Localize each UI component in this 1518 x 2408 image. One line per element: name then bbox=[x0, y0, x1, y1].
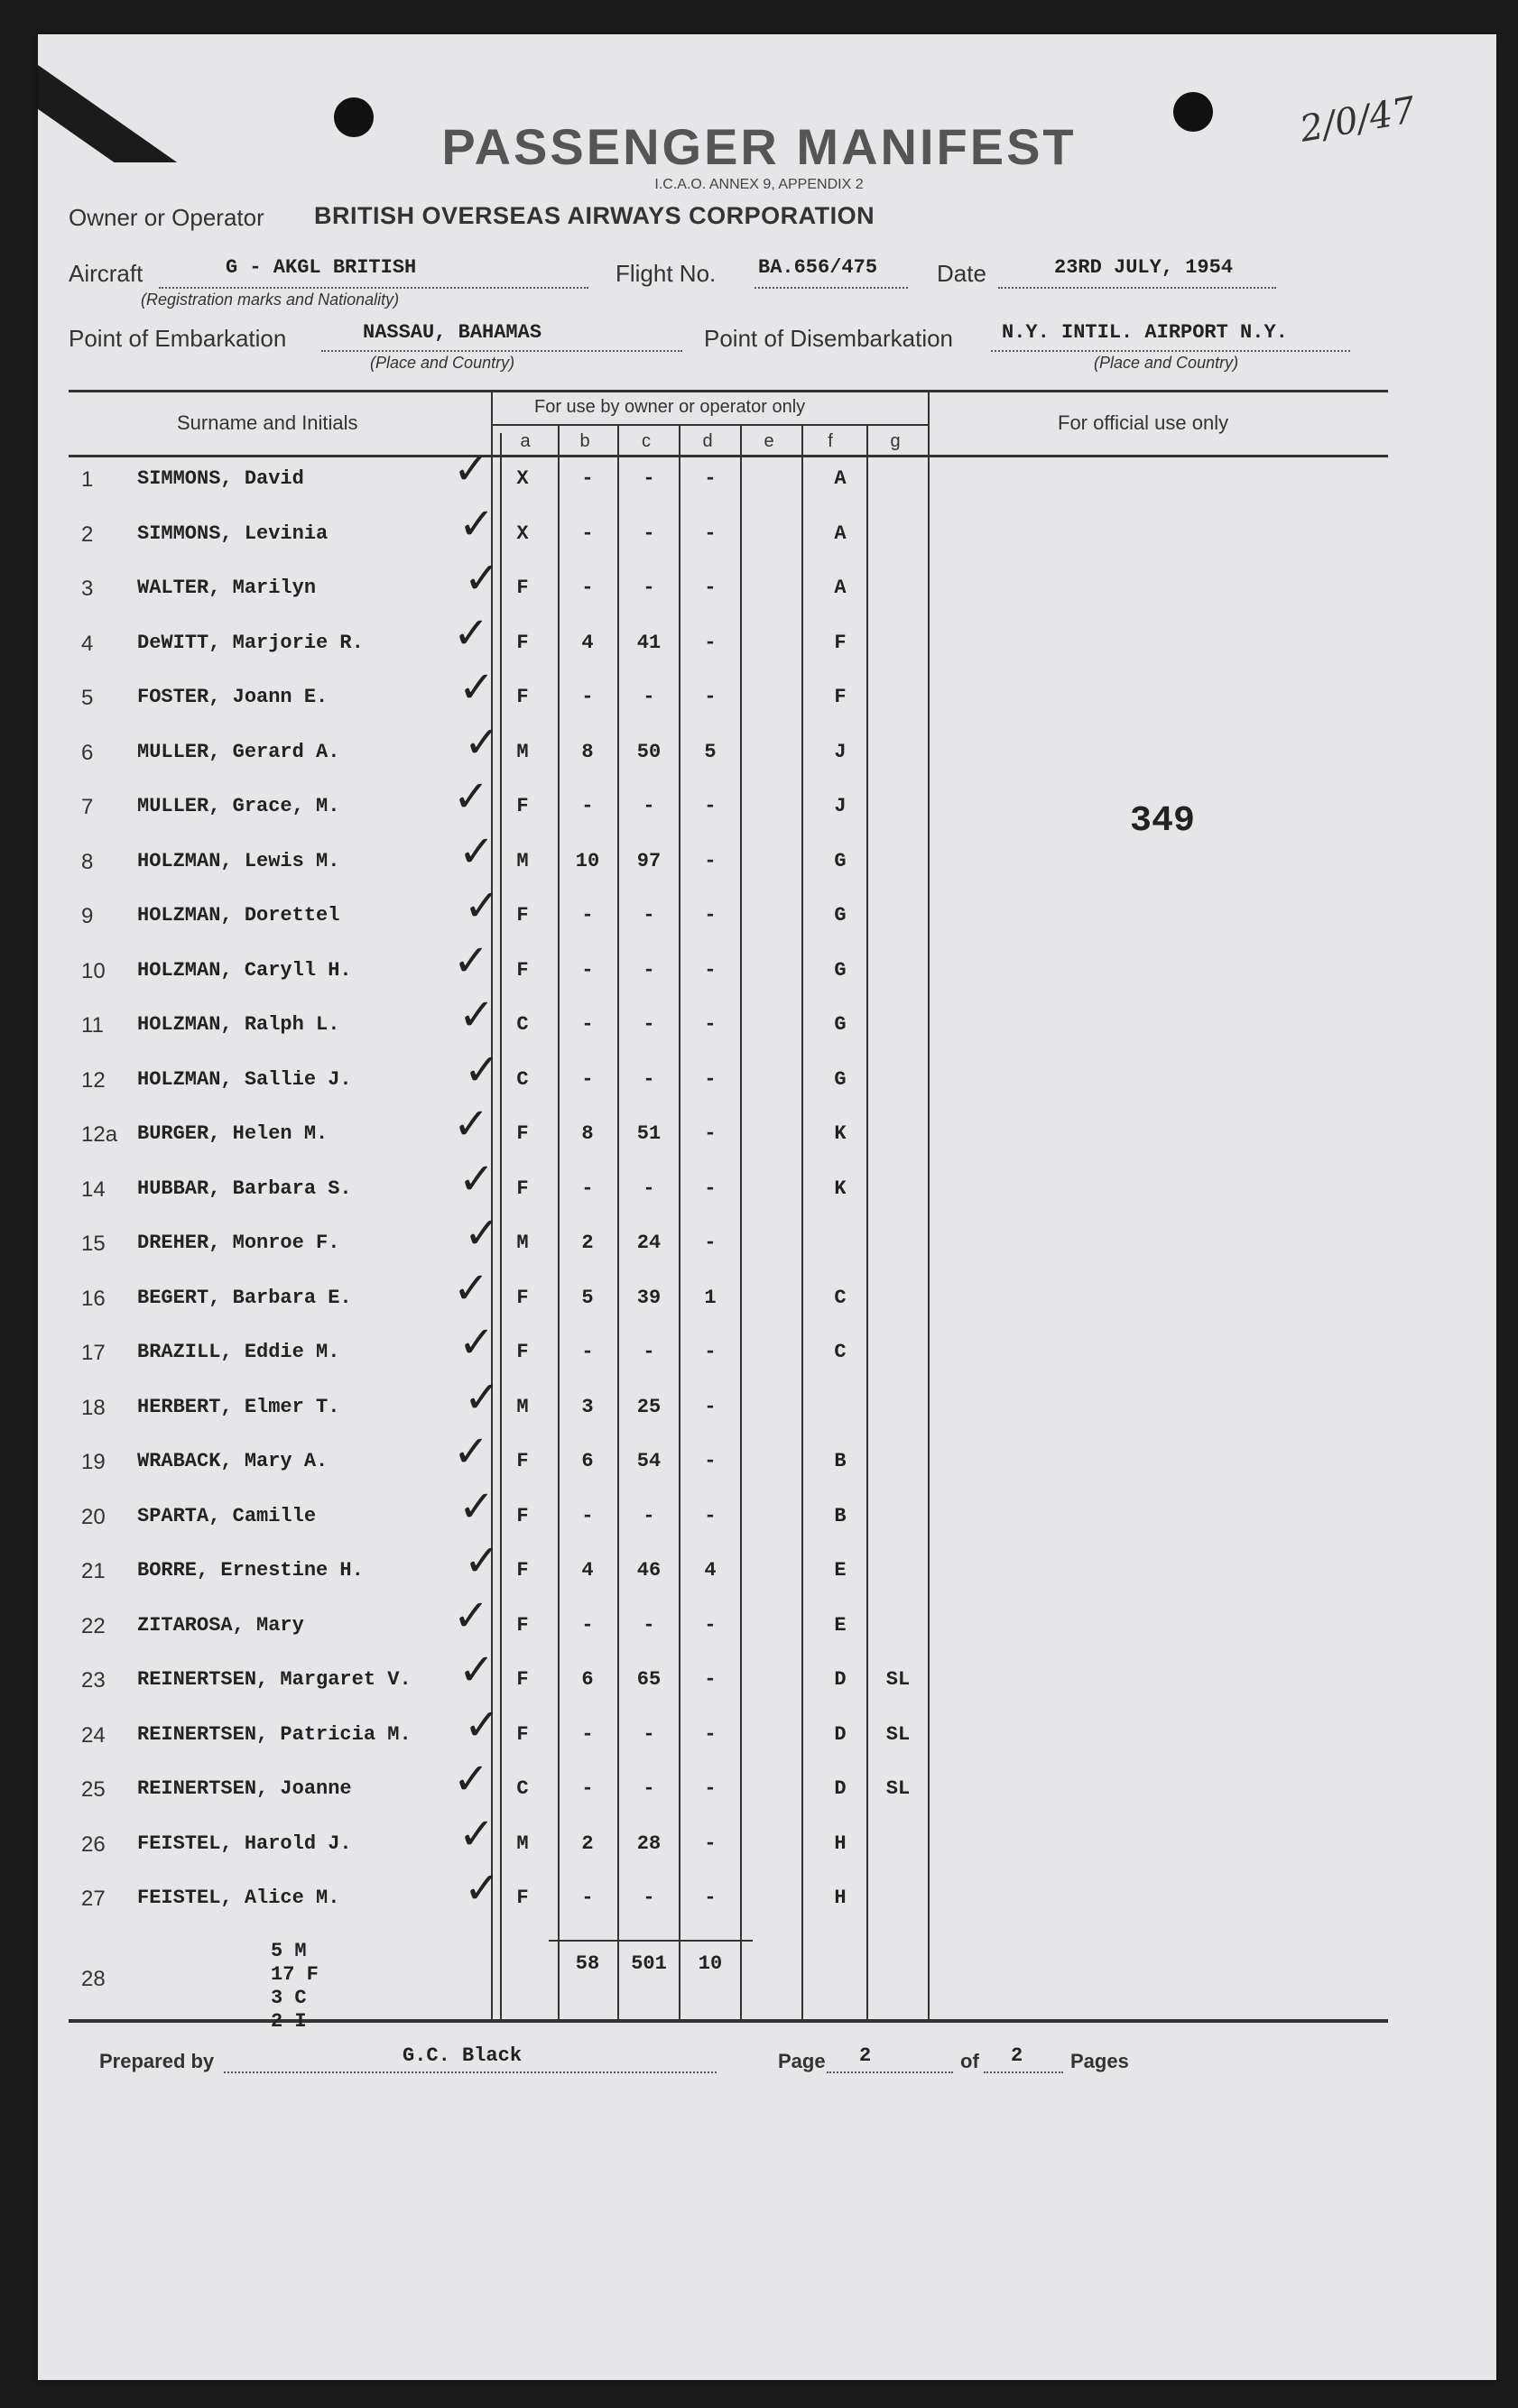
checkmark-icon: ✓ bbox=[464, 881, 501, 931]
row-number: 22 bbox=[81, 1614, 106, 1638]
cell-b: 4 bbox=[581, 1559, 594, 1582]
cell-a: F bbox=[516, 1505, 529, 1527]
cell-c: - bbox=[643, 1068, 655, 1091]
row-number: 15 bbox=[81, 1232, 106, 1256]
row-number: 4 bbox=[81, 632, 94, 656]
cell-a: F bbox=[516, 1122, 529, 1145]
cell-g: SL bbox=[885, 1723, 911, 1746]
page-title: PASSENGER MANIFEST bbox=[441, 118, 1077, 175]
cell-a: F bbox=[516, 1887, 529, 1909]
checkmark-icon: ✓ bbox=[453, 1263, 490, 1314]
passenger-name: FEISTEL, Harold J. bbox=[137, 1832, 352, 1855]
cell-f: G bbox=[834, 850, 847, 872]
cell-f: F bbox=[834, 632, 847, 654]
totals-rule bbox=[549, 1940, 753, 1942]
cell-c: 54 bbox=[636, 1450, 662, 1472]
row-number: 12a bbox=[81, 1122, 118, 1147]
prepared-label: Prepared by bbox=[99, 2050, 215, 2072]
cell-f: H bbox=[834, 1887, 847, 1909]
passenger-name: SIMMONS, Levinia bbox=[137, 522, 329, 545]
checkmark-icon: ✓ bbox=[464, 553, 501, 604]
surname-header: Surname and Initials bbox=[177, 411, 358, 434]
cell-c: - bbox=[643, 467, 655, 490]
checkmark-icon: ✓ bbox=[458, 826, 495, 877]
cell-a: F bbox=[516, 1177, 529, 1200]
passenger-name: MULLER, Grace, M. bbox=[137, 795, 340, 817]
column-header-g: g bbox=[890, 431, 901, 451]
passenger-name: DeWITT, Marjorie R. bbox=[137, 632, 364, 654]
cell-c: - bbox=[643, 1887, 655, 1909]
aircraft-note: (Registration marks and Nationality) bbox=[141, 291, 400, 309]
cell-a: F bbox=[516, 632, 529, 654]
summary-line: 5 M bbox=[271, 1940, 307, 1962]
owner-value: BRITISH OVERSEAS AIRWAYS CORPORATION bbox=[314, 202, 875, 229]
cell-c: - bbox=[643, 577, 655, 599]
cell-a: F bbox=[516, 959, 529, 982]
cell-c: - bbox=[643, 795, 655, 817]
cell-d: - bbox=[704, 1723, 717, 1746]
passenger-name: WALTER, Marilyn bbox=[137, 577, 317, 599]
row-number: 14 bbox=[81, 1177, 106, 1202]
cell-b: 2 bbox=[581, 1832, 594, 1855]
cell-c: - bbox=[643, 1341, 655, 1363]
cell-a: M bbox=[516, 1832, 529, 1855]
owner-label: Owner or Operator bbox=[69, 204, 264, 231]
cell-c: 24 bbox=[636, 1232, 662, 1254]
passenger-name: SPARTA, Camille bbox=[137, 1505, 317, 1527]
disembarkation-note: (Place and Country) bbox=[1094, 354, 1239, 372]
cell-c: 25 bbox=[636, 1396, 662, 1418]
checkmark-icon: ✓ bbox=[458, 499, 495, 549]
checkmark-icon: ✓ bbox=[453, 936, 490, 986]
cell-b: - bbox=[581, 522, 594, 545]
passenger-name: MULLER, Gerard A. bbox=[137, 741, 340, 763]
cell-c: - bbox=[643, 1777, 655, 1800]
passenger-name: REINERTSEN, Margaret V. bbox=[137, 1668, 412, 1691]
cell-a: F bbox=[516, 1723, 529, 1746]
cell-b: - bbox=[581, 795, 594, 817]
row-number: 17 bbox=[81, 1341, 106, 1365]
passenger-name: REINERTSEN, Joanne bbox=[137, 1777, 352, 1800]
official-use-header: For official use only bbox=[1058, 411, 1229, 434]
cell-c: - bbox=[643, 1505, 655, 1527]
flight-label: Flight No. bbox=[616, 260, 717, 287]
aircraft-label: Aircraft bbox=[69, 260, 143, 287]
row-number: 18 bbox=[81, 1396, 106, 1420]
owner-use-header: For use by owner or operator only bbox=[534, 397, 806, 417]
passenger-name: BURGER, Helen M. bbox=[137, 1122, 329, 1145]
page-subtitle: I.C.A.O. ANNEX 9, APPENDIX 2 bbox=[654, 177, 864, 192]
passenger-name: HERBERT, Elmer T. bbox=[137, 1396, 340, 1418]
passenger-name: HOLZMAN, Caryll H. bbox=[137, 959, 352, 982]
cell-c: 28 bbox=[636, 1832, 662, 1855]
embarkation-note: (Place and Country) bbox=[370, 354, 515, 372]
page-label: Page bbox=[778, 2050, 826, 2072]
aircraft-value: G - AKGL BRITISH bbox=[226, 256, 417, 279]
checkmark-icon: ✓ bbox=[453, 771, 490, 822]
cell-f: K bbox=[834, 1122, 847, 1145]
cell-a: F bbox=[516, 795, 529, 817]
cell-c: 97 bbox=[636, 850, 662, 872]
cell-a: F bbox=[516, 577, 529, 599]
cell-b: 4 bbox=[581, 632, 594, 654]
cell-a: F bbox=[516, 686, 529, 708]
cell-f: D bbox=[834, 1777, 847, 1800]
page-value: 2 bbox=[859, 2044, 872, 2067]
date-line bbox=[998, 287, 1276, 289]
cell-d: - bbox=[704, 1777, 717, 1800]
row-number: 19 bbox=[81, 1450, 106, 1474]
cell-b: 8 bbox=[581, 741, 594, 763]
cell-c: 65 bbox=[636, 1668, 662, 1691]
column-header-c: c bbox=[642, 431, 651, 451]
cell-b: 3 bbox=[581, 1396, 594, 1418]
checkmark-icon: ✓ bbox=[453, 1099, 490, 1149]
cell-d: - bbox=[704, 1450, 717, 1472]
prepared-value: G.C. Black bbox=[403, 2044, 523, 2067]
cell-a: F bbox=[516, 1341, 529, 1363]
cell-d: 1 bbox=[704, 1287, 717, 1309]
cell-f: C bbox=[834, 1341, 847, 1363]
cell-d: 5 bbox=[704, 741, 717, 763]
aircraft-line bbox=[159, 287, 588, 289]
total-d: 10 bbox=[698, 1952, 723, 1975]
total-c: 501 bbox=[631, 1952, 667, 1975]
cell-a: X bbox=[516, 522, 529, 545]
cell-d: - bbox=[704, 1013, 717, 1036]
cell-f: K bbox=[834, 1177, 847, 1200]
row-number-28: 28 bbox=[81, 1967, 106, 1991]
cell-d: - bbox=[704, 795, 717, 817]
cell-a: F bbox=[516, 904, 529, 927]
handwritten-note: 2/0/47 bbox=[1296, 89, 1419, 151]
cell-a: F bbox=[516, 1668, 529, 1691]
cell-f: J bbox=[834, 741, 847, 763]
cell-b: - bbox=[581, 467, 594, 490]
passenger-name: REINERTSEN, Patricia M. bbox=[137, 1723, 412, 1746]
page-line bbox=[827, 2071, 953, 2073]
row-number: 8 bbox=[81, 850, 94, 874]
cell-d: - bbox=[704, 1122, 717, 1145]
checkmark-icon: ✓ bbox=[458, 1481, 495, 1532]
row-number: 7 bbox=[81, 795, 94, 819]
embarkation-value: NASSAU, BAHAMAS bbox=[363, 321, 542, 344]
passenger-name: HOLZMAN, Sallie J. bbox=[137, 1068, 352, 1091]
of-line bbox=[984, 2071, 1063, 2073]
cell-a: F bbox=[516, 1287, 529, 1309]
cell-c: - bbox=[643, 1723, 655, 1746]
of-label: of bbox=[960, 2050, 979, 2072]
column-header-a: a bbox=[520, 431, 531, 451]
passenger-name: FEISTEL, Alice M. bbox=[137, 1887, 340, 1909]
cell-b: 6 bbox=[581, 1668, 594, 1691]
row-number: 27 bbox=[81, 1887, 106, 1911]
row-number: 20 bbox=[81, 1505, 106, 1529]
checkmark-icon: ✓ bbox=[453, 1426, 490, 1477]
row-number: 11 bbox=[81, 1013, 104, 1038]
cell-d: - bbox=[704, 1396, 717, 1418]
passenger-name: BRAZILL, Eddie M. bbox=[137, 1341, 340, 1363]
cell-a: M bbox=[516, 850, 529, 872]
checkmark-icon: ✓ bbox=[453, 1754, 490, 1804]
pages-label: Pages bbox=[1070, 2050, 1129, 2072]
cell-g: SL bbox=[885, 1668, 911, 1691]
row-number: 2 bbox=[81, 522, 94, 547]
cell-f: G bbox=[834, 1068, 847, 1091]
column-header-e: e bbox=[764, 431, 774, 451]
column-header-d: d bbox=[702, 431, 713, 451]
cell-d: - bbox=[704, 1887, 717, 1909]
disembarkation-label: Point of Disembarkation bbox=[704, 325, 954, 352]
flight-value: BA.656/475 bbox=[758, 256, 878, 279]
passenger-name: WRABACK, Mary A. bbox=[137, 1450, 329, 1472]
cell-d: - bbox=[704, 1614, 717, 1637]
cell-b: 2 bbox=[581, 1232, 594, 1254]
cell-d: - bbox=[704, 577, 717, 599]
cell-a: M bbox=[516, 741, 529, 763]
cell-f: B bbox=[834, 1450, 847, 1472]
passenger-name: SIMMONS, David bbox=[137, 467, 304, 490]
cell-f: J bbox=[834, 795, 847, 817]
row-number: 26 bbox=[81, 1832, 106, 1857]
cell-c: 46 bbox=[636, 1559, 662, 1582]
passenger-name: BEGERT, Barbara E. bbox=[137, 1287, 352, 1309]
cell-f: A bbox=[834, 577, 847, 599]
cell-d: - bbox=[704, 904, 717, 927]
cell-b: 5 bbox=[581, 1287, 594, 1309]
column-header-f: f bbox=[828, 431, 833, 451]
of-value: 2 bbox=[1011, 2044, 1023, 2067]
cell-d: - bbox=[704, 1177, 717, 1200]
col-divider-g bbox=[928, 390, 930, 2021]
checkmark-icon: ✓ bbox=[464, 1045, 501, 1095]
checkmark-icon: ✓ bbox=[464, 717, 501, 768]
cell-c: - bbox=[643, 904, 655, 927]
cell-a: F bbox=[516, 1614, 529, 1637]
cell-b: 8 bbox=[581, 1122, 594, 1145]
cell-a: C bbox=[516, 1777, 529, 1800]
checkmark-icon: ✓ bbox=[453, 444, 490, 494]
passenger-name: HOLZMAN, Ralph L. bbox=[137, 1013, 340, 1036]
cell-f: F bbox=[834, 686, 847, 708]
row-number: 10 bbox=[81, 959, 106, 983]
cell-d: - bbox=[704, 850, 717, 872]
cell-c: 39 bbox=[636, 1287, 662, 1309]
cell-f: G bbox=[834, 1013, 847, 1036]
passenger-name: HOLZMAN, Dorettel bbox=[137, 904, 340, 927]
cell-f: A bbox=[834, 467, 847, 490]
row-number: 3 bbox=[81, 577, 94, 601]
cell-d: - bbox=[704, 1341, 717, 1363]
row-number: 9 bbox=[81, 904, 94, 928]
table-bottom-rule bbox=[69, 2019, 1388, 2023]
passenger-name: BORRE, Ernestine H. bbox=[137, 1559, 364, 1582]
cell-d: - bbox=[704, 467, 717, 490]
checkmark-icon: ✓ bbox=[464, 1863, 501, 1914]
cell-c: - bbox=[643, 1614, 655, 1637]
cell-a: C bbox=[516, 1068, 529, 1091]
cell-b: - bbox=[581, 686, 594, 708]
cell-d: - bbox=[704, 959, 717, 982]
cell-c: - bbox=[643, 686, 655, 708]
cell-a: M bbox=[516, 1232, 529, 1254]
checkmark-icon: ✓ bbox=[453, 608, 490, 659]
cell-d: - bbox=[704, 1232, 717, 1254]
cell-d: - bbox=[704, 1668, 717, 1691]
checkmark-icon: ✓ bbox=[458, 1809, 495, 1859]
row-number: 1 bbox=[81, 467, 94, 492]
summary-line: 2 I bbox=[271, 2010, 307, 2033]
owner-use-rule bbox=[491, 424, 930, 426]
cell-d: 4 bbox=[704, 1559, 717, 1582]
table-header-rule bbox=[69, 455, 1388, 457]
row-number: 24 bbox=[81, 1723, 106, 1748]
row-number: 23 bbox=[81, 1668, 106, 1693]
col-divider-d bbox=[740, 424, 742, 2021]
cell-c: - bbox=[643, 1013, 655, 1036]
cell-f: C bbox=[834, 1287, 847, 1309]
cell-d: - bbox=[704, 522, 717, 545]
cell-b: - bbox=[581, 1341, 594, 1363]
row-number: 21 bbox=[81, 1559, 106, 1583]
cell-f: G bbox=[834, 959, 847, 982]
cell-f: H bbox=[834, 1832, 847, 1855]
checkmark-icon: ✓ bbox=[464, 1536, 501, 1586]
stamp-number: 349 bbox=[1130, 801, 1196, 842]
cell-b: - bbox=[581, 1887, 594, 1909]
cell-b: - bbox=[581, 904, 594, 927]
cell-c: - bbox=[643, 1177, 655, 1200]
cell-a: F bbox=[516, 1559, 529, 1582]
summary-line: 17 F bbox=[271, 1963, 319, 1986]
cell-a: M bbox=[516, 1396, 529, 1418]
row-number: 16 bbox=[81, 1287, 106, 1311]
passenger-name: FOSTER, Joann E. bbox=[137, 686, 329, 708]
cell-b: 6 bbox=[581, 1450, 594, 1472]
cell-f: A bbox=[834, 522, 847, 545]
table-top-rule bbox=[69, 390, 1388, 392]
cell-f: E bbox=[834, 1614, 847, 1637]
checkmark-icon: ✓ bbox=[458, 1317, 495, 1368]
cell-d: - bbox=[704, 1505, 717, 1527]
cell-f: D bbox=[834, 1723, 847, 1746]
disembarkation-line bbox=[991, 350, 1350, 352]
cell-b: - bbox=[581, 577, 594, 599]
checkmark-icon: ✓ bbox=[458, 990, 495, 1040]
cell-f: E bbox=[834, 1559, 847, 1582]
checkmark-icon: ✓ bbox=[464, 1372, 501, 1423]
cell-c: - bbox=[643, 959, 655, 982]
cell-d: - bbox=[704, 1832, 717, 1855]
date-value: 23RD JULY, 1954 bbox=[1054, 256, 1234, 279]
passenger-name: ZITAROSA, Mary bbox=[137, 1614, 304, 1637]
cell-b: - bbox=[581, 1723, 594, 1746]
passenger-name: HOLZMAN, Lewis M. bbox=[137, 850, 340, 872]
column-header-b: b bbox=[579, 431, 590, 451]
embarkation-label: Point of Embarkation bbox=[69, 325, 287, 352]
cell-f: D bbox=[834, 1668, 847, 1691]
manifest-sheet bbox=[38, 34, 1496, 2380]
cell-c: - bbox=[643, 522, 655, 545]
row-number: 6 bbox=[81, 741, 94, 765]
cell-b: - bbox=[581, 1505, 594, 1527]
cell-b: - bbox=[581, 1013, 594, 1036]
cell-c: 41 bbox=[636, 632, 662, 654]
cell-f: B bbox=[834, 1505, 847, 1527]
date-label: Date bbox=[937, 260, 986, 287]
flight-line bbox=[754, 287, 908, 289]
embarkation-line bbox=[321, 350, 682, 352]
cell-b: - bbox=[581, 1068, 594, 1091]
cell-b: - bbox=[581, 959, 594, 982]
cell-b: - bbox=[581, 1777, 594, 1800]
cell-d: - bbox=[704, 1068, 717, 1091]
row-number: 12 bbox=[81, 1068, 106, 1093]
cell-b: - bbox=[581, 1177, 594, 1200]
row-number: 5 bbox=[81, 686, 94, 710]
col-divider-e bbox=[801, 424, 803, 2021]
checkmark-icon: ✓ bbox=[464, 1700, 501, 1750]
cell-b: 10 bbox=[575, 850, 600, 872]
disembarkation-value: N.Y. INTIL. AIRPORT N.Y. bbox=[1002, 321, 1288, 344]
checkmark-icon: ✓ bbox=[458, 1645, 495, 1695]
cell-g: SL bbox=[885, 1777, 911, 1800]
passenger-name: DREHER, Monroe F. bbox=[137, 1232, 340, 1254]
cell-d: - bbox=[704, 632, 717, 654]
checkmark-icon: ✓ bbox=[458, 662, 495, 713]
cell-a: F bbox=[516, 1450, 529, 1472]
cell-c: 51 bbox=[636, 1122, 662, 1145]
cell-b: - bbox=[581, 1614, 594, 1637]
cell-c: 50 bbox=[636, 741, 662, 763]
cell-a: X bbox=[516, 467, 529, 490]
checkmark-icon: ✓ bbox=[464, 1208, 501, 1259]
prepared-line bbox=[224, 2071, 717, 2073]
summary-line: 3 C bbox=[271, 1987, 307, 2009]
cell-d: - bbox=[704, 686, 717, 708]
cell-a: C bbox=[516, 1013, 529, 1036]
cell-f: G bbox=[834, 904, 847, 927]
checkmark-icon: ✓ bbox=[458, 1154, 495, 1204]
row-number: 25 bbox=[81, 1777, 106, 1802]
checkmark-icon: ✓ bbox=[453, 1591, 490, 1641]
passenger-name: HUBBAR, Barbara S. bbox=[137, 1177, 352, 1200]
total-b: 58 bbox=[575, 1952, 600, 1975]
